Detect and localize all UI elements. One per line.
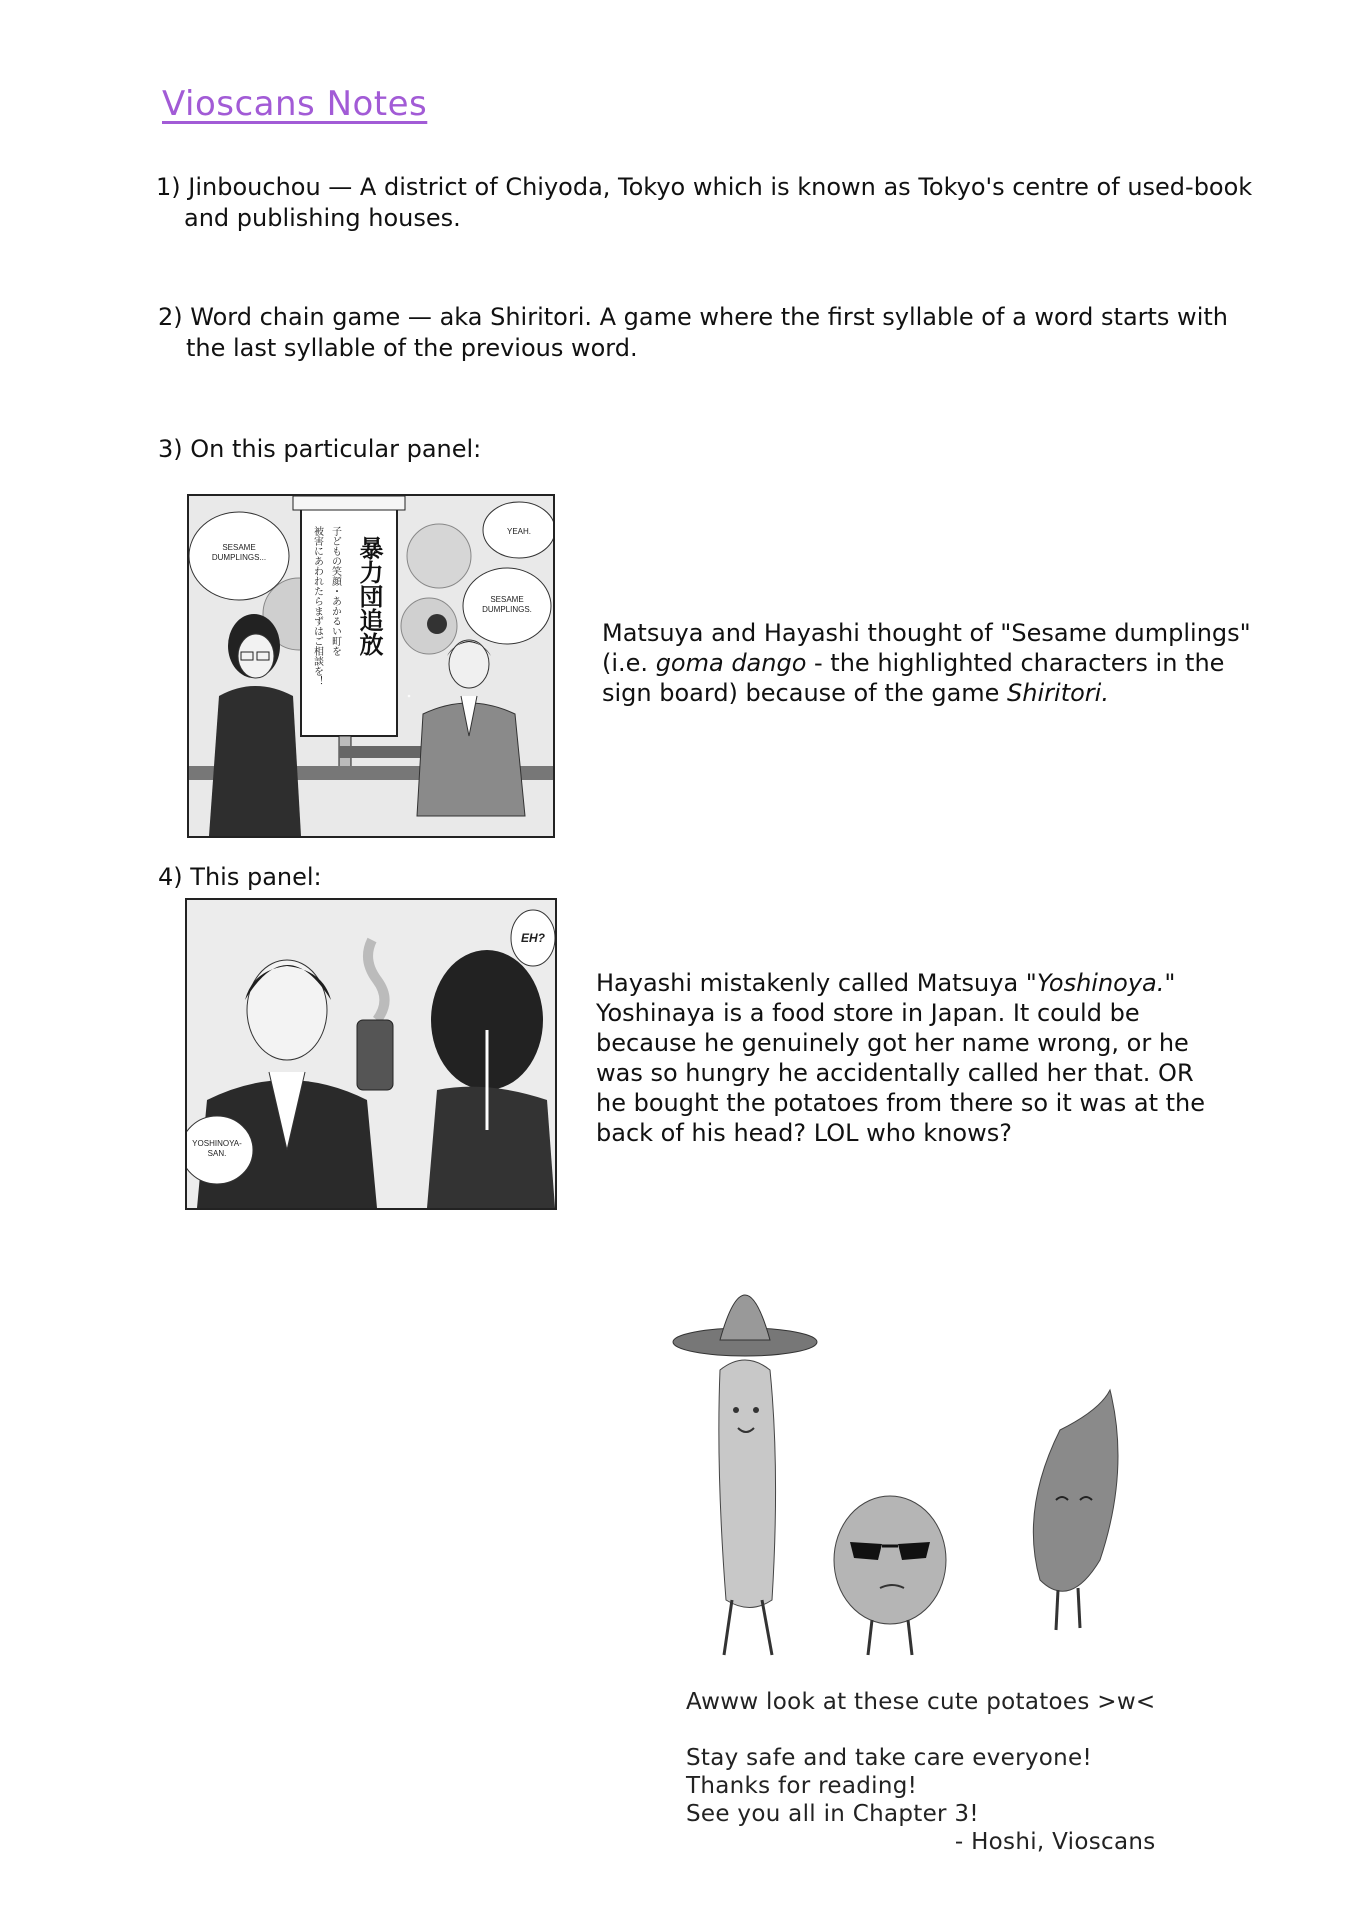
note-2: [158, 302, 1228, 364]
sign-sub-text-1: 子どもの笑顔・あかるい町を: [329, 526, 341, 656]
closing-line4: See you all in Chapter 3!: [686, 1801, 979, 1827]
note-text-cont: the last syllable of the previous word.: [186, 334, 638, 362]
svg-text:DUMPLINGS...: DUMPLINGS...: [211, 553, 267, 562]
desc4-line5: he bought the potatoes from there so it was at the: [596, 1089, 1205, 1117]
desc3-line2: (i.e. goma dango - the highlighted characters in the: [602, 649, 1225, 677]
desc4-line3: because he genuinely got her name wrong, or he: [596, 1029, 1189, 1057]
note-text: Jinbouchou — A district of Chiyoda, Tokyo which is known as Tokyo's centre of used-book: [188, 173, 1253, 201]
manga-panel-sesame: [187, 494, 555, 838]
potato-sunglasses: [834, 1496, 946, 1655]
potato-sombrero: [673, 1295, 817, 1655]
closing-message: [686, 1688, 1156, 1856]
note-text: This panel:: [190, 863, 322, 891]
note-number: 2): [158, 303, 183, 331]
closing-signature: - Hoshi, Vioscans: [954, 1829, 1156, 1855]
svg-text:SAN.: SAN.: [207, 1149, 227, 1158]
dumpling-right: [407, 524, 471, 588]
desc3-line3: sign board) because of the game Shiritori.: [602, 679, 1109, 707]
note-1: [156, 172, 1252, 234]
potatoes-illustration: [660, 1270, 1160, 1660]
svg-text:YOSHINOYA-: YOSHINOYA-: [192, 1139, 242, 1148]
note-4-description: [596, 968, 1205, 1148]
note-number: 4): [158, 863, 183, 891]
desc4-line2: Yoshinaya is a food store in Japan. It could be: [596, 999, 1140, 1027]
note-3: [158, 434, 481, 465]
note-4: [158, 862, 322, 893]
desc4-line6: back of his head? LOL who knows?: [596, 1119, 1012, 1147]
sign-board: [293, 496, 405, 776]
svg-text:YEAH.: YEAH.: [506, 527, 532, 536]
desc4-line4: was so hungry he accidentally called her that. OR: [596, 1059, 1194, 1087]
note-text-cont: and publishing houses.: [184, 204, 461, 232]
panel-illustration: [187, 900, 555, 1208]
closing-line1: Awww look at these cute potatoes >w<: [686, 1689, 1156, 1715]
sign-sub-text-2: 被害にあわれたらまずはご相談を！: [311, 526, 323, 686]
svg-text:SESAME: SESAME: [222, 543, 256, 552]
closing-line3: Thanks for reading!: [686, 1773, 918, 1799]
page-title: Vioscans Notes: [162, 84, 428, 124]
svg-text:SESAME: SESAME: [490, 595, 524, 604]
note-number: 1): [156, 173, 181, 201]
note-text: Word chain game — aka Shiritori. A game where the first syllable of a word starts with: [190, 303, 1228, 331]
panel-illustration: [189, 496, 553, 836]
desc3-line1: Matsuya and Hayashi thought of "Sesame dumplings": [602, 619, 1251, 647]
potato-sweet: [1033, 1390, 1118, 1630]
note-text: On this particular panel:: [190, 435, 482, 463]
svg-text:DUMPLINGS.: DUMPLINGS.: [482, 605, 532, 614]
closing-line2: Stay safe and take care everyone!: [686, 1745, 1092, 1771]
manga-panel-yoshinoya: [185, 898, 557, 1210]
note-3-description: [602, 618, 1251, 708]
svg-text:EH?: EH?: [521, 931, 545, 945]
note-number: 3): [158, 435, 183, 463]
desc4-line1: Hayashi mistakenly called Matsuya "Yoshinoya.": [596, 969, 1176, 997]
sign-main-text: 暴力団追放: [355, 536, 383, 656]
